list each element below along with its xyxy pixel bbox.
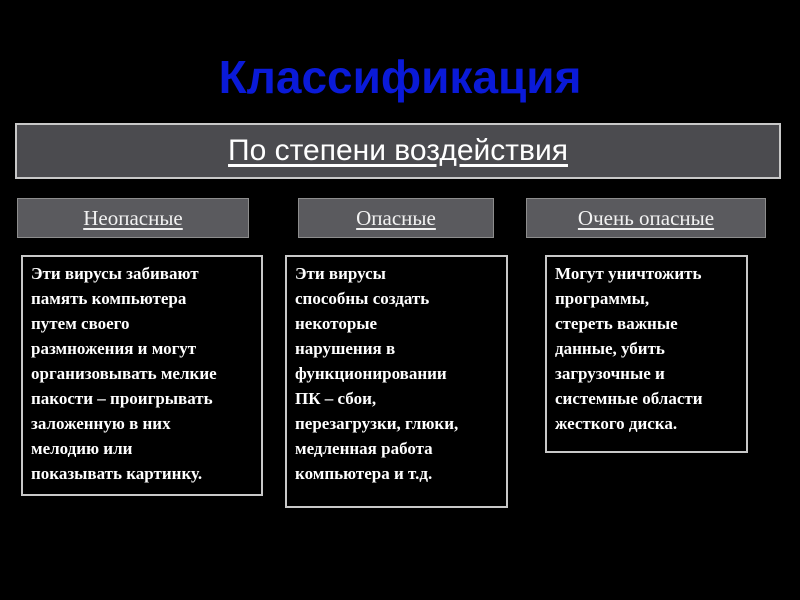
description-harmless: Эти вирусы забивают память компьютера путем своего размножения и могут организовывать мелкие пакости – проигрывать заложенную в них мелодию или показывать картинку. <box>21 255 263 496</box>
description-very-dangerous: Могут уничтожить программы, стереть важные данные, убить загрузочные и системные области жесткого диска. <box>545 255 748 453</box>
classification-banner <box>15 123 781 179</box>
category-very-dangerous <box>526 198 766 238</box>
banner-label: По степени воздействия <box>228 134 568 167</box>
category-dangerous <box>298 198 494 238</box>
category-label: Опасные <box>356 205 436 230</box>
description-dangerous: Эти вирусы способны создать некоторые нарушения в функционировании ПК – сбои, перезагрузки, глюки, медленная работа компьютера и т.д. <box>285 255 508 508</box>
category-label: Неопасные <box>83 205 183 230</box>
category-label: Очень опасные <box>577 205 715 230</box>
slide-title: Классификация <box>218 51 582 103</box>
category-harmless <box>17 198 249 238</box>
